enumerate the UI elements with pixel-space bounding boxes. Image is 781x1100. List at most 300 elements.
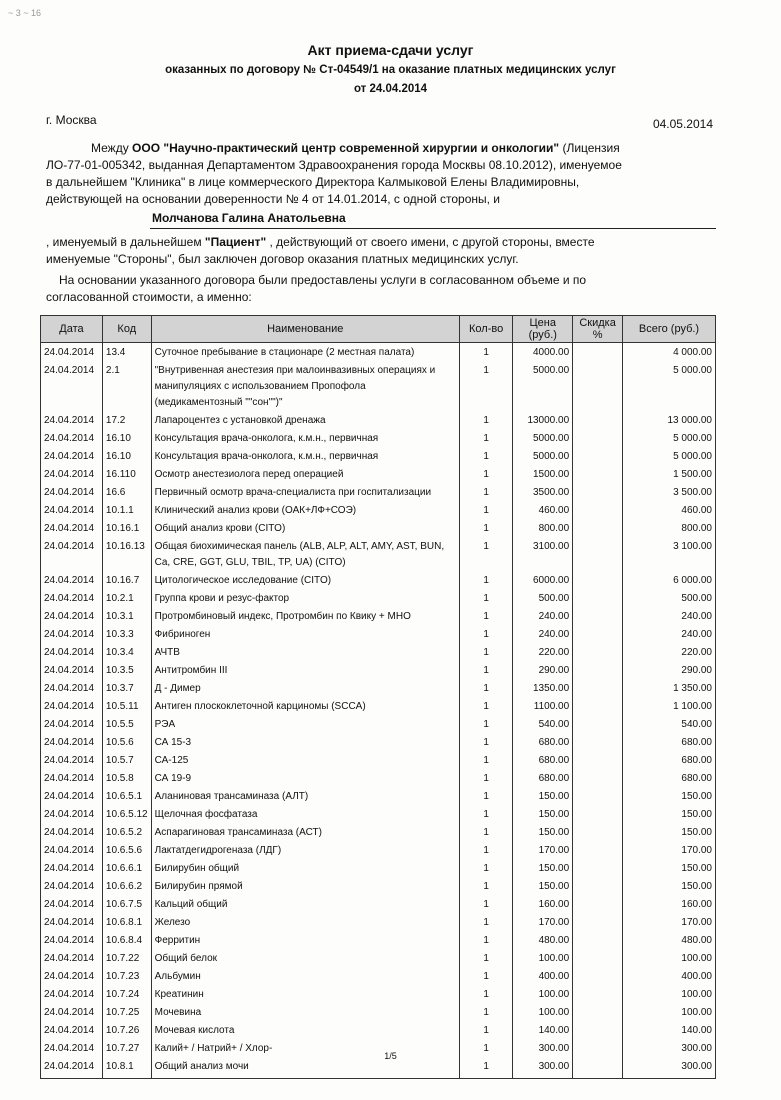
cell-total: 220.00	[623, 644, 716, 662]
cell-qty: 1	[459, 484, 513, 502]
cell-date: 24.04.2014	[41, 734, 103, 752]
cell-total: 3 500.00	[623, 484, 716, 502]
cell-total: 6 000.00	[623, 572, 716, 590]
cell-total: 150.00	[623, 788, 716, 806]
cell-code: 16.6	[102, 484, 151, 502]
cell-price: 5000.00	[513, 448, 573, 466]
cell-total: 5 000.00	[623, 362, 716, 412]
table-row	[41, 878, 716, 896]
cell-price: 140.00	[513, 1022, 573, 1040]
table-row	[41, 986, 716, 1004]
cell-price: 1100.00	[513, 698, 573, 716]
cell-total: 13 000.00	[623, 412, 716, 430]
cell-discount	[573, 362, 623, 412]
parties-paragraph	[46, 140, 716, 208]
text: Между	[91, 141, 133, 155]
cell-code: 13.4	[102, 343, 151, 363]
cell-qty: 1	[459, 572, 513, 590]
table-row	[41, 842, 716, 860]
cell-total: 100.00	[623, 986, 716, 1004]
cell-total: 680.00	[623, 734, 716, 752]
cell-code: 10.6.6.1	[102, 860, 151, 878]
cell-price: 460.00	[513, 502, 573, 520]
cell-qty: 1	[459, 644, 513, 662]
cell-date: 24.04.2014	[41, 860, 103, 878]
cell-qty: 1	[459, 502, 513, 520]
cell-name: Суточное пребывание в стационаре (2 местная палата)	[151, 343, 459, 363]
cell-discount	[573, 950, 623, 968]
cell-total: 3 100.00	[623, 538, 716, 572]
cell-date: 24.04.2014	[41, 824, 103, 842]
paragraph-line: действующей на основании доверенности № 4 от 14.01.2014, с одной стороны, и	[46, 192, 500, 206]
cell-qty: 1	[459, 680, 513, 698]
cell-code: 17.2	[102, 412, 151, 430]
cell-discount	[573, 343, 623, 363]
cell-name: Аланиновая трансаминаза (АЛТ)	[151, 788, 459, 806]
cell-total: 100.00	[623, 950, 716, 968]
cell-qty: 1	[459, 788, 513, 806]
cell-qty: 1	[459, 412, 513, 430]
table-row	[41, 698, 716, 716]
cell-name: Мочевая кислота	[151, 1022, 459, 1040]
cell-price: 240.00	[513, 626, 573, 644]
table-row	[41, 590, 716, 608]
cell-discount	[573, 860, 623, 878]
cell-qty: 1	[459, 734, 513, 752]
cell-total: 1 500.00	[623, 466, 716, 484]
cell-date: 24.04.2014	[41, 590, 103, 608]
cell-date: 24.04.2014	[41, 1058, 103, 1076]
page-number: 1/5	[384, 1051, 397, 1061]
table-row	[41, 430, 716, 448]
cell-discount	[573, 788, 623, 806]
cell-qty: 1	[459, 1058, 513, 1076]
cell-discount	[573, 572, 623, 590]
cell-discount	[573, 842, 623, 860]
paragraph-line: На основании указанного договора были предоставлены услуги в согласованном объеме и по	[59, 273, 587, 287]
cell-name: Протромбиновый индекс, Протромбин по Квику + МНО	[151, 608, 459, 626]
cell-name: Общая биохимическая панель (ALB, ALP, ALT, AMY, AST, BUN, Ca, CRE, GGT, GLU, TBIL, TP, UA) (CITO)	[151, 538, 459, 572]
header-code: Код	[102, 316, 151, 343]
table-row	[41, 968, 716, 986]
cell-name: Лактатдегидрогеназа (ЛДГ)	[151, 842, 459, 860]
cell-name: СА 15-3	[151, 734, 459, 752]
cell-qty: 1	[459, 950, 513, 968]
cell-date: 24.04.2014	[41, 968, 103, 986]
cell-price: 150.00	[513, 878, 573, 896]
cell-name: РЭА	[151, 716, 459, 734]
cell-name: Альбумин	[151, 968, 459, 986]
cell-qty: 1	[459, 520, 513, 538]
cell-name: Билирубин общий	[151, 860, 459, 878]
cell-qty: 1	[459, 806, 513, 824]
cell-total: 150.00	[623, 824, 716, 842]
cell-date: 24.04.2014	[41, 878, 103, 896]
table-row	[41, 734, 716, 752]
cell-discount	[573, 626, 623, 644]
cell-date: 24.04.2014	[41, 806, 103, 824]
cell-price: 3100.00	[513, 538, 573, 572]
cell-discount	[573, 680, 623, 698]
table-row	[41, 896, 716, 914]
cell-date: 24.04.2014	[41, 412, 103, 430]
cell-total: 170.00	[623, 914, 716, 932]
cell-price: 170.00	[513, 842, 573, 860]
paragraph-line	[46, 140, 716, 157]
cell-date: 24.04.2014	[41, 362, 103, 412]
patient-paragraph	[46, 234, 716, 268]
cell-discount	[573, 698, 623, 716]
cell-price: 240.00	[513, 608, 573, 626]
cell-date: 24.04.2014	[41, 842, 103, 860]
cell-price: 160.00	[513, 896, 573, 914]
cell-name: Аспарагиновая трансаминаза (АСТ)	[151, 824, 459, 842]
cell-total: 140.00	[623, 1022, 716, 1040]
cell-price: 300.00	[513, 1040, 573, 1058]
table-row	[41, 824, 716, 842]
cell-date: 24.04.2014	[41, 538, 103, 572]
cell-price: 800.00	[513, 520, 573, 538]
cell-discount	[573, 430, 623, 448]
cell-qty: 1	[459, 878, 513, 896]
cell-price: 220.00	[513, 644, 573, 662]
cell-name: Билирубин прямой	[151, 878, 459, 896]
cell-discount	[573, 1004, 623, 1022]
cell-name: Клинический анализ крови (ОАК+ЛФ+СОЭ)	[151, 502, 459, 520]
cell-discount	[573, 770, 623, 788]
table-row	[41, 626, 716, 644]
cell-total: 150.00	[623, 860, 716, 878]
cell-qty: 1	[459, 362, 513, 412]
cell-discount	[573, 662, 623, 680]
table-row	[41, 572, 716, 590]
cell-discount	[573, 448, 623, 466]
cell-total: 150.00	[623, 806, 716, 824]
cell-price: 680.00	[513, 752, 573, 770]
table-row	[41, 343, 716, 363]
cell-price: 400.00	[513, 968, 573, 986]
cell-qty: 1	[459, 914, 513, 932]
cell-code: 10.5.7	[102, 752, 151, 770]
cell-name: Ферритин	[151, 932, 459, 950]
cell-total: 300.00	[623, 1058, 716, 1076]
cell-total: 680.00	[623, 770, 716, 788]
cell-qty: 1	[459, 824, 513, 842]
cell-total: 100.00	[623, 1004, 716, 1022]
city: г. Москва	[46, 113, 97, 127]
cell-date: 24.04.2014	[41, 662, 103, 680]
table-row	[41, 412, 716, 430]
cell-code: 10.5.11	[102, 698, 151, 716]
cell-code: 10.7.23	[102, 968, 151, 986]
table-header-row	[41, 316, 716, 343]
cell-name: Калий+ / Натрий+ / Хлор-	[151, 1040, 459, 1058]
cell-total: 240.00	[623, 608, 716, 626]
cell-date: 24.04.2014	[41, 932, 103, 950]
cell-price: 6000.00	[513, 572, 573, 590]
cell-name: Железо	[151, 914, 459, 932]
cell-total: 1 350.00	[623, 680, 716, 698]
table-row	[41, 788, 716, 806]
cell-name: СА 19-9	[151, 770, 459, 788]
cell-code: 10.7.22	[102, 950, 151, 968]
paragraph-line	[46, 234, 716, 251]
cell-date: 24.04.2014	[41, 466, 103, 484]
cell-qty: 1	[459, 626, 513, 644]
cell-price: 150.00	[513, 806, 573, 824]
cell-name: Д - Димер	[151, 680, 459, 698]
patient-underline	[150, 228, 716, 229]
cell-date: 24.04.2014	[41, 484, 103, 502]
header-discount: Скидка %	[573, 316, 623, 343]
cell-total: 500.00	[623, 590, 716, 608]
paragraph-line: именуемые "Стороны", был заключен договор оказания платных медицинских услуг.	[46, 252, 519, 266]
cell-date: 24.04.2014	[41, 572, 103, 590]
document-subtitle: оказанных по договору № Ст-04549/1 на оказание платных медицинских услуг	[165, 64, 616, 76]
cell-date: 24.04.2014	[41, 520, 103, 538]
cell-price: 500.00	[513, 590, 573, 608]
cell-code: 10.2.1	[102, 590, 151, 608]
cell-qty: 1	[459, 770, 513, 788]
table-row	[41, 716, 716, 734]
cell-discount	[573, 914, 623, 932]
cell-code: 10.5.5	[102, 716, 151, 734]
cell-price: 150.00	[513, 860, 573, 878]
text: (Лицензия	[559, 141, 620, 155]
cell-date: 24.04.2014	[41, 770, 103, 788]
text: , именуемый в дальнейшем	[46, 235, 205, 249]
patient-name: Молчанова Галина Анатольевна	[152, 211, 346, 225]
cell-total: 680.00	[623, 752, 716, 770]
header-qty: Кол-во	[459, 316, 513, 343]
paragraph-line: согласованной стоимости, а именно:	[46, 290, 252, 304]
cell-code: 10.1.1	[102, 502, 151, 520]
cell-name: АЧТВ	[151, 644, 459, 662]
table-row	[41, 644, 716, 662]
cell-discount	[573, 608, 623, 626]
cell-price: 290.00	[513, 662, 573, 680]
cell-total: 400.00	[623, 968, 716, 986]
cell-price: 3500.00	[513, 484, 573, 502]
cell-name: Группа крови и резус-фактор	[151, 590, 459, 608]
cell-name: Кальций общий	[151, 896, 459, 914]
cell-discount	[573, 734, 623, 752]
cell-date: 24.04.2014	[41, 430, 103, 448]
cell-discount	[573, 1022, 623, 1040]
cell-discount	[573, 806, 623, 824]
cell-qty: 1	[459, 752, 513, 770]
cell-code: 10.6.5.6	[102, 842, 151, 860]
cell-code: 10.6.5.1	[102, 788, 151, 806]
cell-name: Мочевина	[151, 1004, 459, 1022]
services-table	[40, 315, 716, 1079]
cell-code: 10.16.7	[102, 572, 151, 590]
cell-discount	[573, 752, 623, 770]
cell-qty: 1	[459, 932, 513, 950]
cell-price: 13000.00	[513, 412, 573, 430]
paragraph-line: ЛО-77-01-005342, выданная Департаментом Здравоохранения города Москвы 08.10.2012), именуемое	[46, 158, 622, 172]
cell-total: 800.00	[623, 520, 716, 538]
cell-discount	[573, 986, 623, 1004]
cell-date: 24.04.2014	[41, 1040, 103, 1058]
cell-name: Цитологическое исследование (CITO)	[151, 572, 459, 590]
cell-code: 10.7.25	[102, 1004, 151, 1022]
cell-code: 10.7.24	[102, 986, 151, 1004]
cell-discount	[573, 878, 623, 896]
cell-discount	[573, 590, 623, 608]
cell-date: 24.04.2014	[41, 950, 103, 968]
table-row	[41, 608, 716, 626]
cell-price: 4000.00	[513, 343, 573, 363]
patient-label: "Пациент"	[204, 235, 267, 249]
table-row	[41, 752, 716, 770]
services-intro	[46, 272, 716, 306]
cell-qty: 1	[459, 896, 513, 914]
cell-price: 5000.00	[513, 430, 573, 448]
table-row	[41, 520, 716, 538]
cell-date: 24.04.2014	[41, 448, 103, 466]
cell-discount	[573, 824, 623, 842]
cell-discount	[573, 716, 623, 734]
cell-total: 4 000.00	[623, 343, 716, 363]
cell-qty: 1	[459, 448, 513, 466]
cell-qty: 1	[459, 662, 513, 680]
cell-name: Осмотр анестезиолога перед операцией	[151, 466, 459, 484]
cell-total: 300.00	[623, 1040, 716, 1058]
cell-code: 10.7.26	[102, 1022, 151, 1040]
table-row	[41, 448, 716, 466]
cell-name: "Внутривенная анестезия при малоинвазивных операциях и манипуляциях с использованием Пропофола (медикаментозный ""сон"")"	[151, 362, 459, 412]
header-date: Дата	[41, 316, 103, 343]
cell-name: Консультация врача-онколога, к.м.н., первичная	[151, 448, 459, 466]
cell-code: 10.6.8.4	[102, 932, 151, 950]
cell-price: 300.00	[513, 1058, 573, 1076]
cell-code: 10.5.8	[102, 770, 151, 788]
cell-name: Общий анализ крови (CITO)	[151, 520, 459, 538]
cell-name: Фибриноген	[151, 626, 459, 644]
table-row	[41, 538, 716, 572]
cell-price: 170.00	[513, 914, 573, 932]
table-row	[41, 1004, 716, 1022]
table-row	[41, 860, 716, 878]
table-row	[41, 950, 716, 968]
cell-date: 24.04.2014	[41, 698, 103, 716]
cell-code: 16.110	[102, 466, 151, 484]
cell-price: 480.00	[513, 932, 573, 950]
cell-code: 2.1	[102, 362, 151, 412]
text: , действующий от своего имени, с другой стороны, вместе	[266, 235, 595, 249]
cell-code: 10.3.5	[102, 662, 151, 680]
cell-qty: 1	[459, 343, 513, 363]
cell-discount	[573, 538, 623, 572]
cell-qty: 1	[459, 1004, 513, 1022]
cell-qty: 1	[459, 1040, 513, 1058]
cell-total: 160.00	[623, 896, 716, 914]
cell-date: 24.04.2014	[41, 343, 103, 363]
cell-discount	[573, 968, 623, 986]
table-row	[41, 932, 716, 950]
cell-code: 10.6.5.12	[102, 806, 151, 824]
header-name: Наименование	[151, 316, 459, 343]
cell-qty: 1	[459, 430, 513, 448]
cell-total: 150.00	[623, 878, 716, 896]
cell-code: 10.16.1	[102, 520, 151, 538]
cell-qty: 1	[459, 860, 513, 878]
cell-date: 24.04.2014	[41, 716, 103, 734]
cell-price: 1350.00	[513, 680, 573, 698]
cell-code: 10.6.8.1	[102, 914, 151, 932]
cell-price: 1500.00	[513, 466, 573, 484]
cell-code: 10.7.27	[102, 1040, 151, 1058]
table-row	[41, 362, 716, 412]
cell-code: 10.6.6.2	[102, 878, 151, 896]
cell-code: 10.3.1	[102, 608, 151, 626]
cell-name: Антитромбин III	[151, 662, 459, 680]
header-price: Цена (руб.)	[513, 316, 573, 343]
cell-qty: 1	[459, 538, 513, 572]
cell-code: 10.3.3	[102, 626, 151, 644]
table-row	[41, 662, 716, 680]
cell-date: 24.04.2014	[41, 644, 103, 662]
cell-code: 10.3.7	[102, 680, 151, 698]
cell-date: 24.04.2014	[41, 986, 103, 1004]
cell-date: 24.04.2014	[41, 896, 103, 914]
cell-name: СА-125	[151, 752, 459, 770]
cell-date: 24.04.2014	[41, 914, 103, 932]
cell-date: 24.04.2014	[41, 752, 103, 770]
cell-discount	[573, 520, 623, 538]
document-title: Акт приема-сдачи услуг	[307, 42, 474, 58]
cell-discount	[573, 502, 623, 520]
cell-code: 10.8.1	[102, 1058, 151, 1076]
table-row	[41, 680, 716, 698]
cell-name: Креатинин	[151, 986, 459, 1004]
cell-qty: 1	[459, 716, 513, 734]
cell-code: 16.10	[102, 448, 151, 466]
cell-qty: 1	[459, 698, 513, 716]
document-date: 04.05.2014	[652, 117, 713, 131]
cell-qty: 1	[459, 590, 513, 608]
cell-discount	[573, 932, 623, 950]
table-row	[41, 466, 716, 484]
cell-price: 150.00	[513, 788, 573, 806]
cell-total: 5 000.00	[623, 430, 716, 448]
cell-code: 10.5.6	[102, 734, 151, 752]
corner-pencil-mark: ~ 3 ~ 16	[8, 8, 42, 18]
cell-discount	[573, 466, 623, 484]
cell-qty: 1	[459, 608, 513, 626]
cell-price: 540.00	[513, 716, 573, 734]
cell-date: 24.04.2014	[41, 680, 103, 698]
cell-total: 290.00	[623, 662, 716, 680]
cell-price: 680.00	[513, 770, 573, 788]
cell-code: 10.16.13	[102, 538, 151, 572]
cell-price: 100.00	[513, 950, 573, 968]
cell-name: Лапароцентез с установкой дренажа	[151, 412, 459, 430]
cell-total: 170.00	[623, 842, 716, 860]
cell-price: 150.00	[513, 824, 573, 842]
cell-discount	[573, 644, 623, 662]
cell-code: 10.3.4	[102, 644, 151, 662]
cell-qty: 1	[459, 842, 513, 860]
cell-price: 5000.00	[513, 362, 573, 412]
cell-date: 24.04.2014	[41, 626, 103, 644]
cell-name: Общий белок	[151, 950, 459, 968]
clinic-name: ООО "Научно-практический центр современной хирургии и онкологии"	[132, 141, 560, 155]
table-row	[41, 502, 716, 520]
cell-total: 540.00	[623, 716, 716, 734]
table-row	[41, 806, 716, 824]
